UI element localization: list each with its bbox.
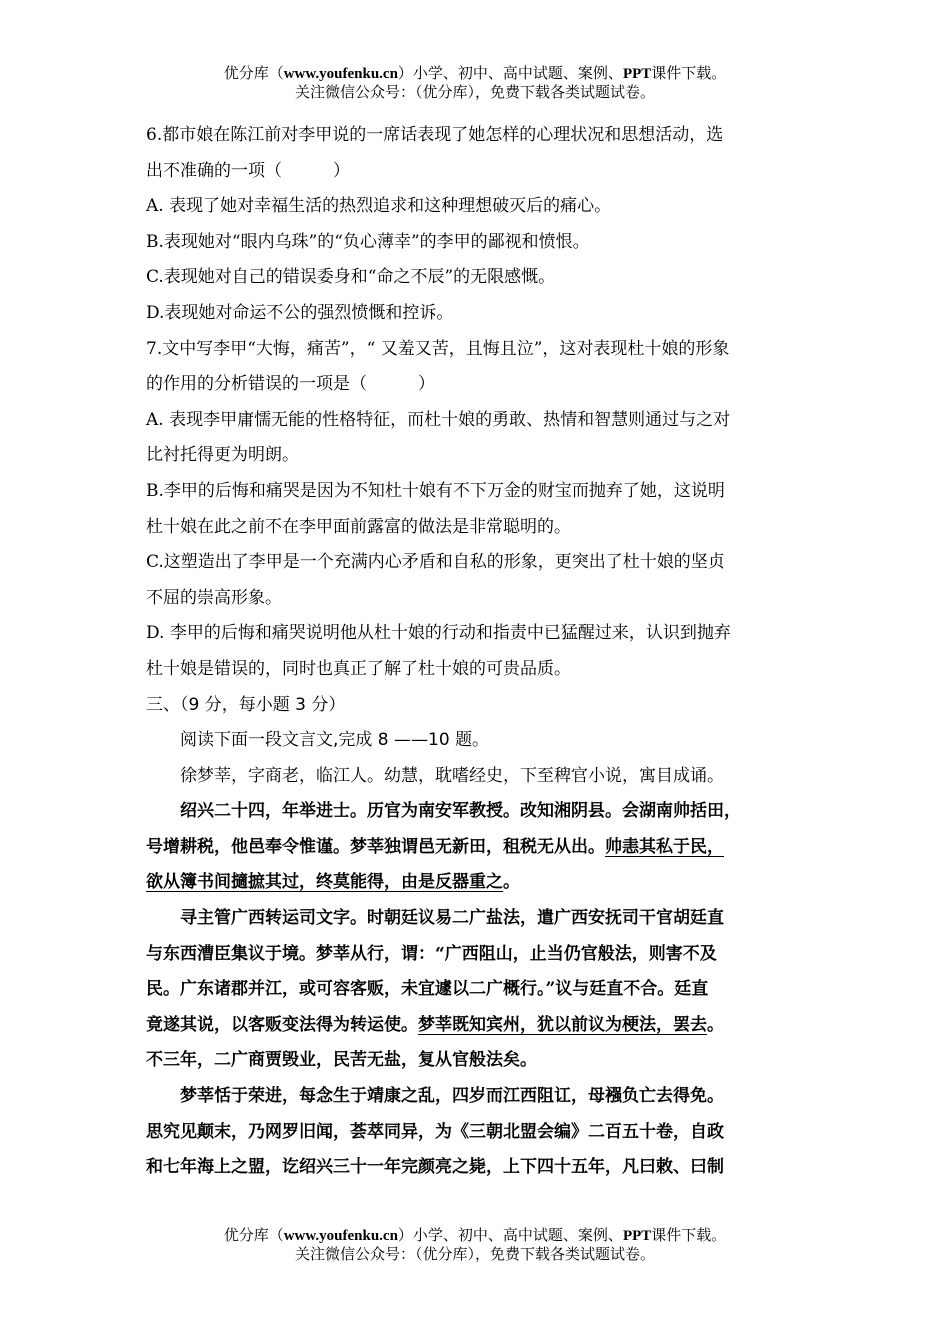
- q7-stem-line-2: 的作用的分析错误的一项是（ ）: [146, 374, 435, 395]
- passage-paragraph-3-line-1: 寻主管广西转运司文字。时朝廷议易二广盐法，遣广西安抚司干官胡廷直: [180, 908, 724, 929]
- passage-paragraph-3-line-2: 与东西漕臣集议于境。梦莘从行，谓：“广西阻山，止当仍官般法，则害不及: [146, 943, 717, 964]
- section-3-instruction: 阅读下面一段文言文,完成 8 ——10 题。: [180, 730, 490, 751]
- section-3: [146, 688, 816, 1186]
- q7-option-b-line-2: 杜十娘在此之前不在李甲面前露富的做法是非常聪明的。: [146, 516, 571, 537]
- header-mid: ）小学、初中、高中试题、案例、: [397, 64, 623, 82]
- passage-text: 竟遂其说，以客贩变法得为转运使。: [146, 1014, 418, 1035]
- question-6: [146, 118, 816, 332]
- footer-suffix: 课件下载。: [651, 1226, 727, 1244]
- q7-option-a-line-2: 比衬托得更为明朗。: [146, 445, 299, 466]
- passage-text: 。: [707, 1014, 724, 1035]
- header-suffix: 课件下载。: [651, 64, 727, 82]
- q6-stem-line-2: 出不准确的一项（ ）: [146, 160, 350, 181]
- passage-paragraph-4-line-3: 和七年海上之盟，讫绍兴三十一年完颜亮之毙，上下四十五年，凡曰敕、曰制: [146, 1157, 724, 1178]
- passage-paragraph-4-line-2: 思究见颠末，乃网罗旧闻，荟萃同异，为《三朝北盟会编》二百五十卷，自政: [146, 1121, 724, 1142]
- passage-paragraph-3-line-3: 民。广东诸郡并江，或可容客贩，未宜遽以二广概行。”议与廷直不合。廷直: [146, 979, 709, 1000]
- footer-ppt: PPT: [622, 1228, 652, 1244]
- header-site-link[interactable]: www.youfenku.cn: [283, 66, 398, 82]
- underlined-sentence-1b: 欲从簿书间擿摭其过，终莫能得，由是反器重之: [146, 872, 503, 893]
- page-header: [0, 64, 950, 101]
- q7-stem-line-1: 7.文中写李甲“大悔，痛苦”，“ 又羞又苦，且悔且泣”，这对表现杜十娘的形象: [146, 338, 730, 359]
- q7-option-a-line-1: A. 表现李甲庸懦无能的性格特征，而杜十娘的勇敢、热情和智慧则通过与之对: [146, 409, 731, 430]
- passage-paragraph-4-line-1: 梦莘恬于荣进，每念生于靖康之乱，四岁而江西阻讧，母襁负亡去得免。: [180, 1086, 724, 1107]
- passage-paragraph-2-line-1: 绍兴二十四，年举进士。历官为南安军教授。改知湘阴县。会湖南帅括田，: [180, 801, 741, 822]
- q7-option-c-line-2: 不屈的崇高形象。: [146, 587, 282, 608]
- header-prefix: 优分库（: [223, 64, 284, 82]
- passage-text: 。: [503, 872, 520, 893]
- q7-option-b-line-1: B.李甲的后悔和痛哭是因为不知杜十娘有不下万金的财宝而抛弃了她，这说明: [146, 480, 725, 501]
- section-3-title: 三、（9 分，每小题 3 分）: [146, 694, 346, 715]
- q6-option-a: A. 表现了她对幸福生活的热烈追求和这种理想破灭后的痛心。: [146, 196, 612, 217]
- page-footer: [0, 1226, 950, 1263]
- header-line-2: 关注微信公众号：（优分库），免费下载各类试题试卷。: [294, 83, 655, 101]
- q6-stem-line-1: 6.都市娘在陈江前对李甲说的一席话表现了她怎样的心理状况和思想活动，选: [146, 125, 724, 145]
- underlined-sentence-1a: 帅恚其私于民，: [605, 836, 724, 857]
- footer-mid: ）小学、初中、高中试题、案例、: [397, 1226, 623, 1244]
- q7-option-c-line-1: C.这塑造出了李甲是一个充满内心矛盾和自私的形象，更突出了杜十娘的坚贞: [146, 552, 725, 573]
- passage-paragraph-2-line-2: [146, 830, 816, 866]
- header-ppt: PPT: [622, 66, 652, 82]
- passage-text: 号增耕税，他邑奉令惟谨。梦莘独谓邑无新田，租税无从出。: [146, 836, 605, 857]
- q7-option-d-line-1: D. 李甲的后悔和痛哭说明他从杜十娘的行动和指责中已猛醒过来，认识到抛弃: [146, 623, 731, 644]
- q6-option-d: D.表现她对命运不公的强烈愤慨和控诉。: [146, 302, 454, 323]
- q6-option-b: B.表现她对“眼内乌珠”的“负心薄幸”的李甲的鄙视和愤恨。: [146, 231, 590, 252]
- passage-paragraph-1: 徐梦莘，字商老，临江人。幼慧，耽嗜经史，下至稗官小说，寓目成诵。: [180, 765, 724, 786]
- passage-paragraph-3-line-5: 不三年，二广商贾毁业，民苦无盐，复从官般法矣。: [146, 1050, 537, 1071]
- underlined-sentence-2: 梦莘既知宾州，犹以前议为梗法，罢去: [418, 1014, 707, 1035]
- q7-option-d-line-2: 杜十娘是错误的，同时也真正了解了杜十娘的可贵品质。: [146, 658, 571, 679]
- footer-line-1: [0, 1226, 950, 1245]
- passage-paragraph-3-line-4: [146, 1008, 816, 1044]
- header-line-1: [0, 64, 950, 83]
- footer-line-2: 关注微信公众号：（优分库），免费下载各类试题试卷。: [294, 1245, 655, 1263]
- q6-option-c: C.表现她对自己的错误委身和“命之不辰”的无限感慨。: [146, 267, 556, 288]
- question-7: [146, 332, 816, 688]
- passage-paragraph-2-line-3: [146, 865, 816, 901]
- footer-site-link[interactable]: www.youfenku.cn: [283, 1228, 398, 1244]
- document-body: [146, 118, 816, 1186]
- footer-prefix: 优分库（: [223, 1226, 284, 1244]
